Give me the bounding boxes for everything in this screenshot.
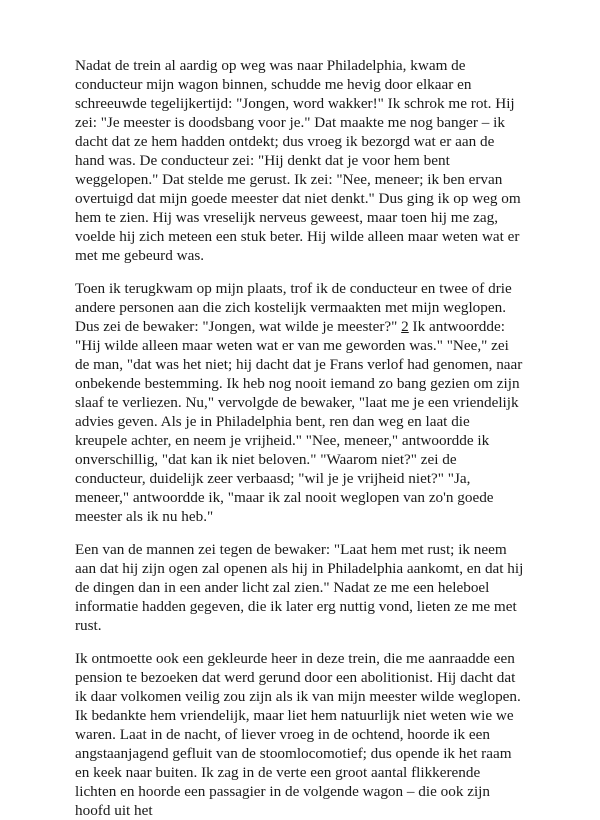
- footnote-link[interactable]: 2: [401, 318, 409, 335]
- paragraph-2-text-before: Toen ik terugkwam op mijn plaats, trof ik de conducteur en twee of drie andere personen aan die zich kostelijk vermaakten met mijn weglopen. Dus zei de bewaker: "Jongen, wat wilde je meester?": [75, 280, 512, 335]
- paragraph-1: Nadat de trein al aardig op weg was naar Philadelphia, kwam de conducteur mijn wagon binnen, schudde me hevig door elkaar en schreeuwde tegelijkertijd: "Jongen, word wakker!" Ik schrok me rot. Hij zei: "Je meester is doodsbang voor je." Dat maakte me nog banger – ik dacht dat ze hem hadden ontdekt; dus vroeg ik bezorgd wat er aan de hand was. De conducteur zei: "Hij denkt dat je voor hem bent weggelopen." Dat stelde me gerust. Ik zei: "Nee, meneer; ik ben ervan overtuigd dat mijn goede meester dat niet denkt." Dus ging ik op weg om hem te zien. Hij was vreselijk nerveus geweest, maar toen hij me zag, voelde hij zich meteen een stuk beter. Hij wilde alleen maar weten wat er met me gebeurd was.: [75, 57, 521, 264]
- paragraph-2: [75, 279, 525, 526]
- paragraph-3: Een van de mannen zei tegen de bewaker: "Laat hem met rust; ik neem aan dat hij zijn ogen zal openen als hij in Philadelphia aankomt, en dat hij de dingen dan in een ander licht zal zien." Nadat ze me een heleboel informatie hadden gegeven, die ik later erg nuttig vond, lieten ze me met rust.: [75, 541, 524, 634]
- paragraph-2-text-after: Ik antwoordde: "Hij wilde alleen maar weten wat er van me geworden was." "Nee," zei de man, "dat was het niet; hij dacht dat je Frans verlof had genomen, naar onbekende bestemming. Ik heb nog nooit iemand zo bang gezien om zijn slaaf te verliezen. Nu," vervolgde de bewaker, "laat me je een vriendelijk advies geven. Als je in Philadelphia bent, ren dan weg en laat die kreupele achter, en neem je vrijheid." "Nee, meneer," antwoordde ik onverschillig, "dat kan ik niet beloven." "Waarom niet?" zei de conducteur, duidelijk zeer verbaasd; "wil je je vrijheid niet?" "Ja, meneer," antwoordde ik, "maar ik zal nooit weglopen van zo'n goede meester als ik nu heb.": [75, 318, 523, 525]
- paragraph-4: Ik ontmoette ook een gekleurde heer in deze trein, die me aanraadde een pension te bezoeken dat werd gerund door een abolitionist. Hij dacht dat ik daar volkomen veilig zou zijn als ik van mijn meester wilde weglopen. Ik bedankte hem vriendelijk, maar liet hem natuurlijk niet weten wie we waren. Laat in de nacht, of liever vroeg in de ochtend, hoorde ik een angstaanjagend gefluit van de stoomlocomotief; dus opende ik het raam en keek naar buiten. Ik zag in de verte een groot aantal flikkerende lichten en hoorde een passagier in de volgende wagon – die ook zijn hoofd uit het: [75, 650, 521, 819]
